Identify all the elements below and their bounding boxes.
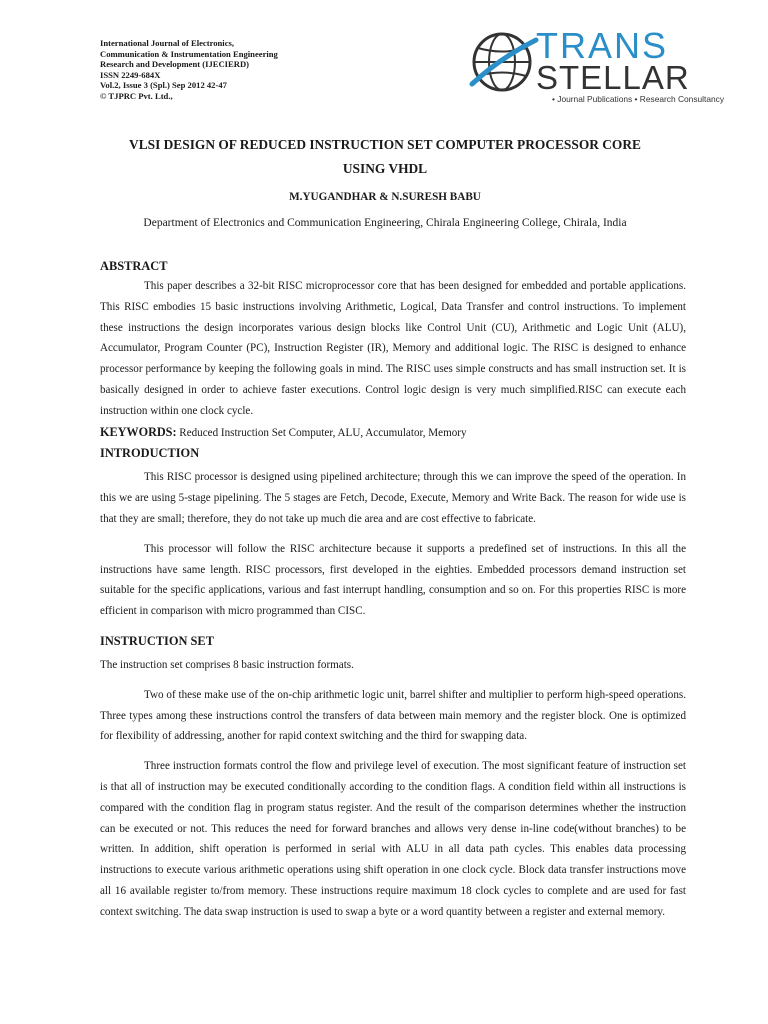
- keywords: [100, 422, 686, 444]
- journal-line: Vol.2, Issue 3 (Spl.) Sep 2012 42-47: [100, 80, 227, 91]
- paper-title-line2: USING VHDL: [342, 161, 428, 176]
- abstract-text: This paper describes a 32-bit RISC microprocessor core that has been designed for embedded and portable applications. This RISC embodies 15 basic instructions involving Arithmetic, Logical, Data Transfer and control instructions. To implement these instructions the design incorporates various design blocks like Control Unit (CU), Arithmetic and Logic Unit (ALU), Accumulator, Program Counter (PC), Instruction Register (IR), Memory and additional logic. The RISC is designed to enhance processor performance by keeping the following goals in mind. The RISC uses simple constructs and has small instruction set. It is basically designed in order to achieve faster executions. Control logic design is very much simplified.RISC can execute each instruction within one clock cycle.: [100, 280, 686, 417]
- journal-info: [100, 38, 440, 102]
- paper-body: [100, 256, 686, 923]
- logo-svg: [470, 22, 725, 108]
- paper-affiliation: Department of Electronics and Communication Engineering, Chirala Engineering College, Chirala, India: [143, 217, 627, 229]
- instruction-set-paragraph-1: The instruction set comprises 8 basic instruction formats.: [100, 658, 354, 671]
- transstellar-logo: [470, 22, 725, 108]
- keywords-label: KEYWORDS:: [100, 424, 177, 439]
- introduction-heading: INTRODUCTION: [100, 446, 200, 461]
- paper-title-line1: VLSI DESIGN OF REDUCED INSTRUCTION SET COMPUTER PROCESSOR CORE: [129, 137, 641, 152]
- instruction-set-paragraph-3: Three instruction formats control the flow and privilege level of execution. The most significant feature of instruction set is that all of instruction may be executed conditionally according to the condition flags. A condition field within all instructions is compared with the condition flag in program status register. And the result of the comparison determines whether the instruction can be executed or not. This reduces the need for forward branches and allows very dense in-line code(without branches) to be written. In addition, shift operation is performed in serial with ALU in all data path cycles. This enables data processing instructions to execute various arithmetic operations using shift operation in one clock cycle. Block data transfer instructions move all 16 available register to/from memory. These instructions require maximum 18 clock cycles to complete and are used for fast context switching. The data swap instruction is used to swap a byte or a word quantity between a register and external memory.: [100, 760, 686, 918]
- paper-authors: M.YUGANDHAR & N.SURESH BABU: [289, 191, 481, 203]
- intro-paragraph-2: This processor will follow the RISC architecture because it supports a predefined set of instructions. In this all the instructions have same length. RISC processors, first developed in the eighties. Embedded processors demand instruction set suitable for the specific applications, various and fast interrupt handling, consumption and so on. For this properties RISC is more efficient in comparison with micro programmed than CISC.: [100, 542, 686, 618]
- journal-line: Communication & Instrumentation Engineering: [100, 48, 278, 59]
- intro-paragraph-1: This RISC processor is designed using pipelined architecture; through this we can improve the speed of the operation. In this we are using 5-stage pipelining. The 5 stages are Fetch, Decode, Execute, Memory and Write Back. The reason for wide use is that they are small; therefore, they do not take up much die area and are cost effective to fabricate.: [100, 471, 686, 525]
- keywords-text: Reduced Instruction Set Computer, ALU, Accumulator, Memory: [176, 426, 467, 439]
- journal-line: Research and Development (IJECIERD): [100, 59, 250, 70]
- logo-tagline: • Journal Publications • Research Consultancy: [552, 94, 725, 104]
- paper-title: [60, 133, 710, 181]
- journal-line: ISSN 2249-684X: [100, 69, 161, 80]
- logo-word-trans: TRANS: [536, 25, 669, 66]
- logo-word-stellar: STELLAR: [536, 59, 690, 96]
- abstract-heading: ABSTRACT: [100, 259, 168, 273]
- instruction-set-heading: INSTRUCTION SET: [100, 633, 214, 648]
- journal-line: © TJPRC Pvt. Ltd.,: [100, 90, 173, 101]
- journal-line: International Journal of Electronics,: [100, 38, 234, 48]
- globe-icon: [472, 34, 536, 90]
- instruction-set-paragraph-2: Two of these make use of the on-chip arithmetic logic unit, barrel shifter and multiplier to perform high-speed operations. Three types among these instructions control the transfers of data between main memory and the register block. One is optimized for flexibility of addressing, another for rapid context switching and the third for swapping data.: [100, 688, 686, 743]
